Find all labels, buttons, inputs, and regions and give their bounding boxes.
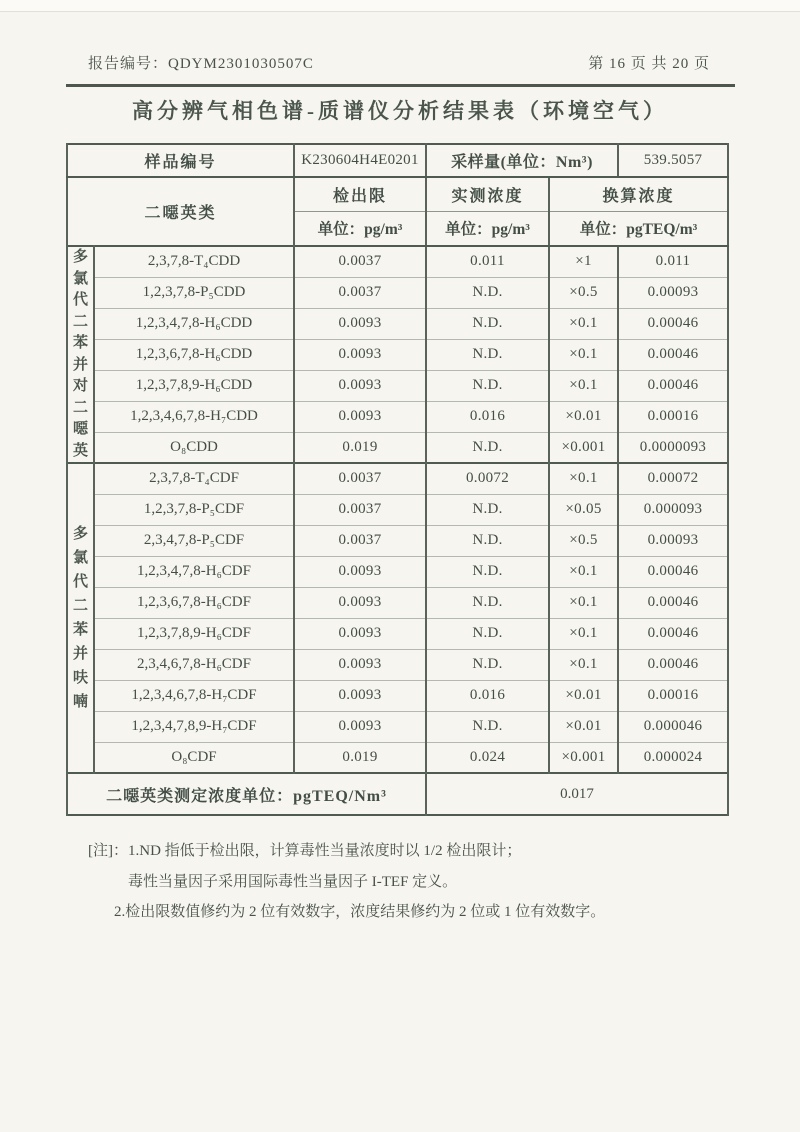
compound-name: 1,2,3,4,6,7,8-H₇CDF (94, 680, 294, 711)
lod-value: 0.0093 (294, 308, 426, 339)
tef-factor: ×0.01 (549, 711, 618, 742)
measured-value: N.D. (426, 525, 549, 556)
compound-name: 1,2,3,7,8,9-H₆CDF (94, 618, 294, 649)
teq-value: 0.00016 (618, 680, 728, 711)
teq-value: 0.00046 (618, 556, 728, 587)
converted-column-header: 换算浓度 (549, 177, 728, 211)
lod-value: 0.0093 (294, 556, 426, 587)
tef-factor: ×1 (549, 246, 618, 277)
analyte-column-header: 二噁英类 (67, 177, 294, 246)
lod-value: 0.019 (294, 432, 426, 463)
teq-value: 0.00093 (618, 277, 728, 308)
lod-value: 0.0037 (294, 277, 426, 308)
tef-factor: ×0.5 (549, 277, 618, 308)
teq-value: 0.0000093 (618, 432, 728, 463)
table-row (67, 277, 728, 308)
group-label-pcdf: 多氯代二苯并呋喃 (67, 463, 94, 773)
compound-name: 1,2,3,6,7,8-H₆CDF (94, 587, 294, 618)
tef-factor: ×0.1 (549, 587, 618, 618)
compound-name: O₈CDF (94, 742, 294, 773)
compound-name: 1,2,3,4,7,8-H₆CDD (94, 308, 294, 339)
compound-name: 1,2,3,7,8-P₅CDF (94, 494, 294, 525)
measured-value: N.D. (426, 370, 549, 401)
compound-name: 1,2,3,4,6,7,8-H₇CDD (94, 401, 294, 432)
lod-value: 0.0093 (294, 401, 426, 432)
tef-factor: ×0.001 (549, 432, 618, 463)
table-row (67, 246, 728, 277)
summary-value: 0.017 (426, 773, 728, 815)
measured-value: N.D. (426, 339, 549, 370)
lod-unit-header: 单位：pg/m³ (294, 211, 426, 246)
measured-value: N.D. (426, 711, 549, 742)
teq-value: 0.00046 (618, 370, 728, 401)
lod-value: 0.0037 (294, 525, 426, 556)
tef-factor: ×0.1 (549, 618, 618, 649)
compound-name: 2,3,4,7,8-P₅CDF (94, 525, 294, 556)
sample-volume-label: 采样量(单位：Nm³) (426, 144, 618, 177)
measured-unit-header: 单位：pg/m³ (426, 211, 549, 246)
converted-unit-header: 单位：pgTEQ/m³ (549, 211, 728, 246)
page-title: 高分辨气相色谱-质谱仪分析结果表（环境空气） (132, 99, 668, 123)
summary-label: 二噁英类测定浓度单位：pgTEQ/Nm³ (67, 773, 426, 815)
compound-name: 1,2,3,6,7,8-H₆CDD (94, 339, 294, 370)
teq-value: 0.00046 (618, 339, 728, 370)
lod-value: 0.0037 (294, 463, 426, 494)
column-header-row (67, 177, 728, 211)
measured-value: 0.016 (426, 401, 549, 432)
tef-factor: ×0.01 (549, 680, 618, 711)
lod-value: 0.0093 (294, 339, 426, 370)
tef-factor: ×0.1 (549, 339, 618, 370)
report-number (88, 52, 314, 73)
summary-row (67, 773, 728, 815)
header-divider (66, 84, 735, 87)
measured-value: N.D. (426, 587, 549, 618)
measured-value: N.D. (426, 556, 549, 587)
measured-value: N.D. (426, 277, 549, 308)
compound-name: O₈CDD (94, 432, 294, 463)
compound-name: 1,2,3,7,8,9-H₆CDD (94, 370, 294, 401)
teq-value: 0.00046 (618, 649, 728, 680)
lod-value: 0.0093 (294, 370, 426, 401)
table-row (67, 587, 728, 618)
lod-value: 0.0093 (294, 711, 426, 742)
tef-factor: ×0.1 (549, 370, 618, 401)
lod-value: 0.019 (294, 742, 426, 773)
tef-factor: ×0.1 (549, 649, 618, 680)
table-row (67, 742, 728, 773)
footnote-line (88, 836, 728, 867)
sample-info-row (67, 144, 728, 177)
lod-value: 0.0093 (294, 649, 426, 680)
measured-value: 0.0072 (426, 463, 549, 494)
tef-factor: ×0.1 (549, 308, 618, 339)
lod-value: 0.0037 (294, 494, 426, 525)
sample-volume-value: 539.5057 (618, 144, 728, 177)
table-row (67, 711, 728, 742)
table-row (67, 618, 728, 649)
measured-value: N.D. (426, 649, 549, 680)
footnote-label: [注]： (88, 843, 128, 859)
teq-value: 0.000046 (618, 711, 728, 742)
table-row (67, 370, 728, 401)
measured-value: N.D. (426, 494, 549, 525)
report-number-label: 报告编号： (88, 56, 169, 72)
sample-id-label: 样品编号 (67, 144, 294, 177)
teq-value: 0.000024 (618, 742, 728, 773)
footnotes (88, 836, 728, 928)
footnote-item2: 2.检出限数值修约为 2 位有效数字，浓度结果修约为 2 位或 1 位有效数字。 (114, 904, 606, 920)
footnote-item1-line1: 1.ND 指低于检出限，计算毒性当量浓度时以 1/2 检出限计； (128, 843, 522, 859)
teq-value: 0.00072 (618, 463, 728, 494)
table-row (67, 401, 728, 432)
lod-value: 0.0093 (294, 680, 426, 711)
measured-value: 0.011 (426, 246, 549, 277)
table-row (67, 339, 728, 370)
table-row (67, 308, 728, 339)
compound-name: 2,3,7,8-T₄CDF (94, 463, 294, 494)
tef-factor: ×0.01 (549, 401, 618, 432)
compound-name: 2,3,7,8-T₄CDD (94, 246, 294, 277)
table-row (67, 525, 728, 556)
teq-value: 0.011 (618, 246, 728, 277)
footnote-item1-line2: 毒性当量因子采用国际毒性当量因子 I-TEF 定义。 (128, 873, 458, 890)
compound-name: 2,3,4,6,7,8-H₆CDF (94, 649, 294, 680)
teq-value: 0.00046 (618, 308, 728, 339)
teq-value: 0.000093 (618, 494, 728, 525)
tef-factor: ×0.001 (549, 742, 618, 773)
results-table (66, 143, 729, 816)
measured-value: 0.024 (426, 742, 549, 773)
report-number-value: QDYM2301030507C (168, 56, 314, 72)
measured-column-header: 实测浓度 (426, 177, 549, 211)
measured-value: N.D. (426, 432, 549, 463)
tef-factor: ×0.1 (549, 463, 618, 494)
measured-value: N.D. (426, 618, 549, 649)
group-label-pcdd: 多氯代二苯并对二噁英 (67, 246, 94, 463)
teq-value: 0.00093 (618, 525, 728, 556)
teq-value: 0.00016 (618, 401, 728, 432)
page-indicator: 第 16 页 共 20 页 (588, 56, 710, 72)
table-row (67, 463, 728, 494)
measured-value: 0.016 (426, 680, 549, 711)
tef-factor: ×0.05 (549, 494, 618, 525)
teq-value: 0.00046 (618, 587, 728, 618)
compound-name: 1,2,3,4,7,8,9-H₇CDF (94, 711, 294, 742)
tef-factor: ×0.1 (549, 556, 618, 587)
lod-value: 0.0093 (294, 618, 426, 649)
table-row (67, 649, 728, 680)
compound-name: 1,2,3,7,8-P₅CDD (94, 277, 294, 308)
sample-id-value: K230604H4E0201 (294, 144, 426, 177)
lod-value: 0.0037 (294, 246, 426, 277)
teq-value: 0.00046 (618, 618, 728, 649)
page-header (88, 52, 710, 73)
tef-factor: ×0.5 (549, 525, 618, 556)
table-row (67, 556, 728, 587)
table-row (67, 432, 728, 463)
measured-value: N.D. (426, 308, 549, 339)
lod-column-header: 检出限 (294, 177, 426, 211)
table-row (67, 494, 728, 525)
lod-value: 0.0093 (294, 587, 426, 618)
compound-name: 1,2,3,4,7,8-H₆CDF (94, 556, 294, 587)
table-row (67, 680, 728, 711)
